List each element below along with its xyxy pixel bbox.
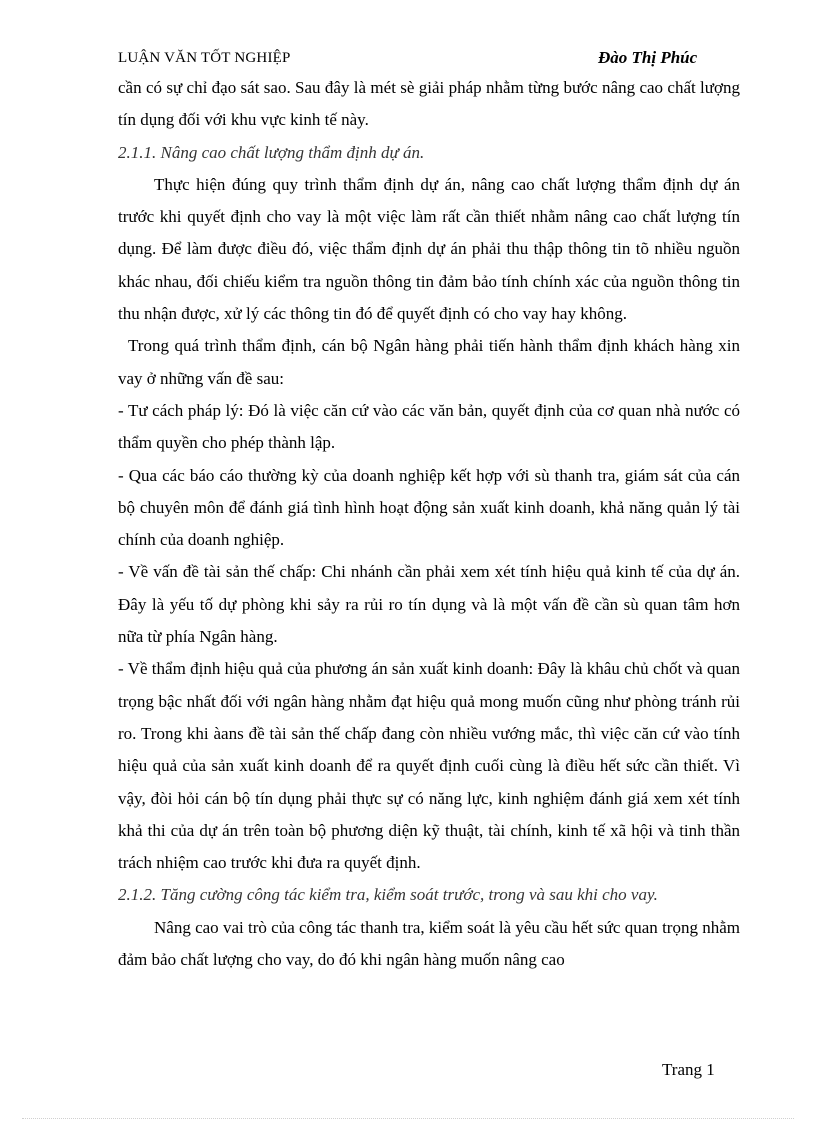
bullet-legal-status: - Tư cách pháp lý: Đó là việc căn cứ vào các văn bản, quyết định của cơ quan nhà nước có thẩm quyền cho phép thành lập. — [118, 400, 740, 453]
paragraph-inspection: Nâng cao vai trò của công tác thanh tra, kiểm soát là yêu cầu hết sức quan trọng nhằm đảm bảo chất lượng cho vay, do đó khi ngân hàng muốn nâng cao — [118, 917, 740, 970]
document-body — [118, 72, 740, 976]
section-heading-2-1-2: 2.1.2. Tăng cường công tác kiểm tra, kiểm soát trước, trong và sau khi cho vay. — [118, 885, 658, 905]
author-name: Đào Thị Phúc — [598, 48, 698, 67]
bullet-periodic-reports: - Qua các báo cáo thường kỳ của doanh nghiệp kết hợp với sù thanh tra, giám sát của cán bộ chuyên môn để đánh giá tình hình hoạt động sản xuất kinh doanh, khả năng quản lý tài chính của doanh nghiệp. — [118, 465, 740, 550]
section-heading-2-1-1: 2.1.1. Nâng cao chất lượng thẩm định dự án. — [118, 142, 425, 162]
page-number: Trang 1 — [662, 1060, 715, 1079]
document-header-title: LUẬN VĂN TỐT NGHIỆP — [118, 50, 291, 66]
paragraph-intro: cần có sự chỉ đạo sát sao. Sau đây là mét sè giải pháp nhằm từng bước nâng cao chất lượng tín dụng đối với khu vực kinh tế này. — [118, 78, 740, 130]
paragraph-appraisal-issues: Trong quá trình thẩm định, cán bộ Ngân hàng phải tiến hành thẩm định khách hàng xin vay ở những vấn đề sau: — [118, 336, 740, 388]
bullet-collateral: - Về vấn đề tài sản thế chấp: Chi nhánh cần phải xem xét tính hiệu quả kinh tế của dự án. Đây là yếu tố dự phòng khi sảy ra rủi ro tín dụng và là một vấn đề cần sù quan tâm hơn nữa từ phía Ngân hàng. — [118, 562, 740, 647]
bullet-business-efficiency: - Về thẩm định hiệu quả của phương án sản xuất kinh doanh: Đây là khâu chủ chốt và quan trọng bậc nhất đối với ngân hàng nhằm đạt hiệu quả mong muốn cũng như phòng tránh rủi ro. Trong khi àans đề tài sản thế chấp đang còn nhiều vướng mắc, thì việc căn cứ vào tính hiệu quả của sản xuất kinh doanh để ra quyết định cuối cùng là điều hết sức cần thiết. Vì vậy, đòi hỏi cán bộ tín dụng phải thực sự có năng lực, kinh nghiệm đánh giá xem xét tính khả thi của dự án trên toàn bộ phương diện kỹ thuật, tài chính, kinh tế xã hội và tinh thần trách nhiệm cao trước khi đưa ra quyết định. — [118, 659, 740, 873]
paragraph-appraisal: Thực hiện đúng quy trình thẩm định dự án, nâng cao chất lượng thẩm định dự án trước khi quyết định cho vay là một việc làm rất cần thiết nhằm nâng cao chất lượng tín dụng. Để làm được điều đó, việc thẩm định dự án phải thu thập thông tin tõ nhiều nguồn khác nhau, đối chiếu kiểm tra nguồn thông tin đảm bảo tính chính xác của nguồn thông tin thu nhận được, xử lý các thông tin đó để quyết định có cho vay hay không. — [118, 174, 740, 324]
page-divider — [22, 1118, 794, 1119]
